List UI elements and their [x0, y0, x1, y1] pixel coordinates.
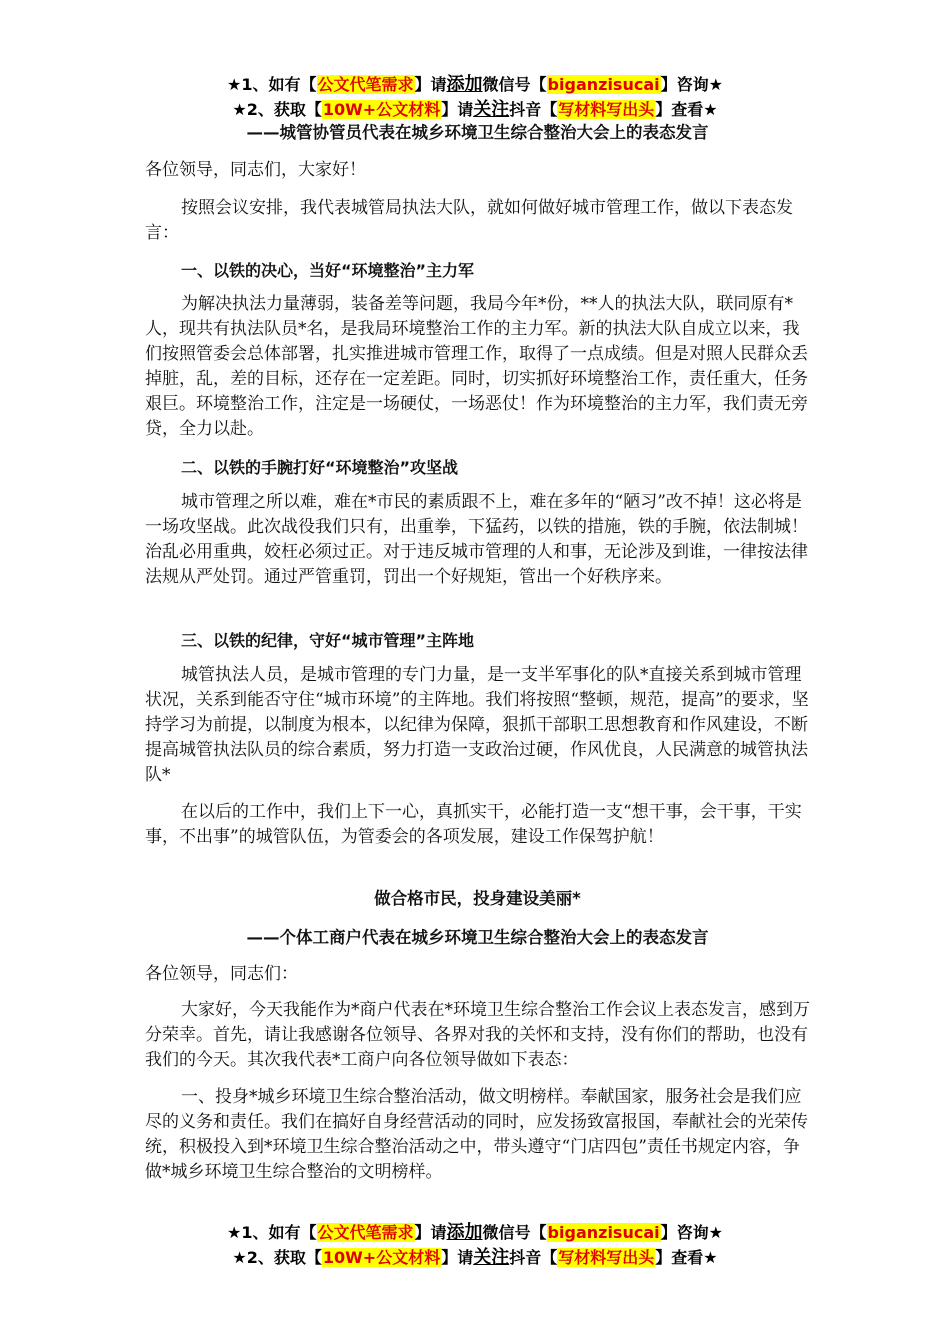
speech1-heading-1: 一、以铁的决心，当好“环境整治”主力军 — [181, 261, 475, 280]
promo-text: 】咨询★ — [660, 1223, 723, 1242]
promo-emphasis: 添加 — [446, 1222, 483, 1243]
promo-emphasis: 关注 — [473, 1247, 510, 1268]
speech1-intro: 按照会议安排，我代表城管局执法大队，就如何做好城市管理工作，做以下表态发言： — [145, 198, 793, 243]
speech1-heading-3: 三、以铁的纪律，守好“城市管理”主阵地 — [181, 631, 475, 650]
promo-text: ★1、如有【 — [227, 75, 317, 94]
speech2-paragraph-2: 一、投身*城乡环境卫生综合整治活动，做文明榜样。奉献国家，服务社会是我们应尽的义务和责任。我们在搞好自身经营活动的同时，应发扬致富报国，奉献社会的光荣传统，积极投入到*环境卫生综合整治活动之中，带头遵守“门店四包”责任书规定内容，争做*城乡环境卫生综合整治的文明榜样。 — [145, 1087, 808, 1182]
speech1-paragraph-2: 城市管理之所以难，难在*市民的素质跟不上，难在多年的“陋习”改不掉！这必将是一场攻坚战。此次战役我们只有，出重拳，下猛药，以铁的措施，铁的手腕，依法制城！治乱必用重典，姣枉必须过正。对于违反城市管理的人和事，无论涉及到谁，一律按法律法规从严处罚。通过严管重罚，罚出一个好规矩，管出一个好秩序来。 — [145, 492, 808, 587]
promo-text: 】查看★ — [655, 1248, 718, 1267]
promo-line-2 — [0, 95, 950, 121]
wechat-id-highlight: biganzisucai — [547, 1223, 660, 1242]
promo-text: 微信号【 — [482, 1223, 547, 1242]
promo-text: ★2、获取【 — [232, 100, 322, 119]
promo-highlight: 10W+公文材料 — [322, 100, 441, 119]
douyin-account-highlight: 写材料写出头 — [558, 1248, 655, 1267]
promo-highlight: 10W+公文材料 — [322, 1248, 441, 1267]
speech2-paragraph-1: 大家好，今天我能作为*商户代表在*环境卫生综合整治工作会议上表态发言，感到万分荣幸。首先，请让我感谢各位领导、各界对我的关怀和支持，没有你们的帮助，也没有我们的今天。其次我代表*工商户向各位领导做如下表态： — [145, 1000, 810, 1070]
douyin-account-highlight: 写材料写出头 — [558, 100, 655, 119]
speech2-title: 做合格市民，投身建设美丽* — [374, 889, 581, 908]
promo-highlight: 公文代笔需求 — [317, 1223, 414, 1242]
promo-text: 抖音【 — [509, 1248, 558, 1267]
promo-text: 】请 — [441, 1248, 474, 1267]
speech1-heading-2: 二、以铁的手腕打好“环境整治”攻坚战 — [181, 458, 459, 477]
promo-text: 】咨询★ — [660, 75, 723, 94]
promo-text: 】查看★ — [655, 100, 718, 119]
promo-text: 】请 — [441, 100, 474, 119]
promo-emphasis: 添加 — [446, 74, 483, 95]
speech1-paragraph-3: 城管执法人员，是城市管理的专门力量，是一支半军事化的队*直接关系到城市管理状况，关系到能否守住“城市环境”的主阵地。我们将按照“整顿，规范，提高”的要求，坚持学习为前提，以制度为根本，以纪律为保障，狠抓干部职工思想教育和作风建设，不断提高城管执法队员的综合素质，努力打造一支政治过硬，作风优良，人民满意的城管执法队* — [145, 665, 809, 785]
promo-text: 】请 — [414, 1223, 447, 1242]
promo-text: ★2、获取【 — [232, 1248, 322, 1267]
promo-text: 微信号【 — [482, 75, 547, 94]
speech2-subtitle: ——个体工商户代表在城乡环境卫生综合整治大会上的表态发言 — [246, 928, 709, 947]
promo-line-1-footer — [0, 1218, 950, 1244]
promo-emphasis: 关注 — [473, 99, 510, 120]
speech2-greeting: 各位领导，同志们： — [145, 964, 298, 984]
promo-line-1 — [0, 70, 950, 96]
promo-line-2-footer — [0, 1243, 950, 1269]
speech1-greeting: 各位领导，同志们，大家好！ — [145, 160, 366, 180]
speech1-subtitle: ——城管协管员代表在城乡环境卫生综合整治大会上的表态发言 — [246, 123, 709, 142]
promo-text: 】请 — [414, 75, 447, 94]
promo-text: ★1、如有【 — [227, 1223, 317, 1242]
wechat-id-highlight: biganzisucai — [547, 75, 660, 94]
speech1-paragraph-4: 在以后的工作中，我们上下一心，真抓实干，必能打造一支“想干事，会干事，干实事，不出事”的城管队伍，为管委会的各项发展，建设工作保驾护航！ — [145, 802, 802, 847]
promo-text: 抖音【 — [509, 100, 558, 119]
promo-highlight: 公文代笔需求 — [317, 75, 414, 94]
speech1-paragraph-1: 为解决执法力量薄弱，装备差等问题，我局今年*份，**人的执法大队，联同原有*人，现共有执法队员*名，是我局环境整治工作的主力军。新的执法大队自成立以来，我们按照管委会总体部署，扎实推进城市管理工作，取得了一点成绩。但是对照人民群众丢掉脏，乱，差的目标，还存在一定差距。同时，切实抓好环境整治工作，责任重大，任务艰巨。环境整治工作，注定是一场硬仗，一场恶仗！作为环境整治的主力军，我们责无旁贷，全力以赴。 — [145, 294, 808, 439]
